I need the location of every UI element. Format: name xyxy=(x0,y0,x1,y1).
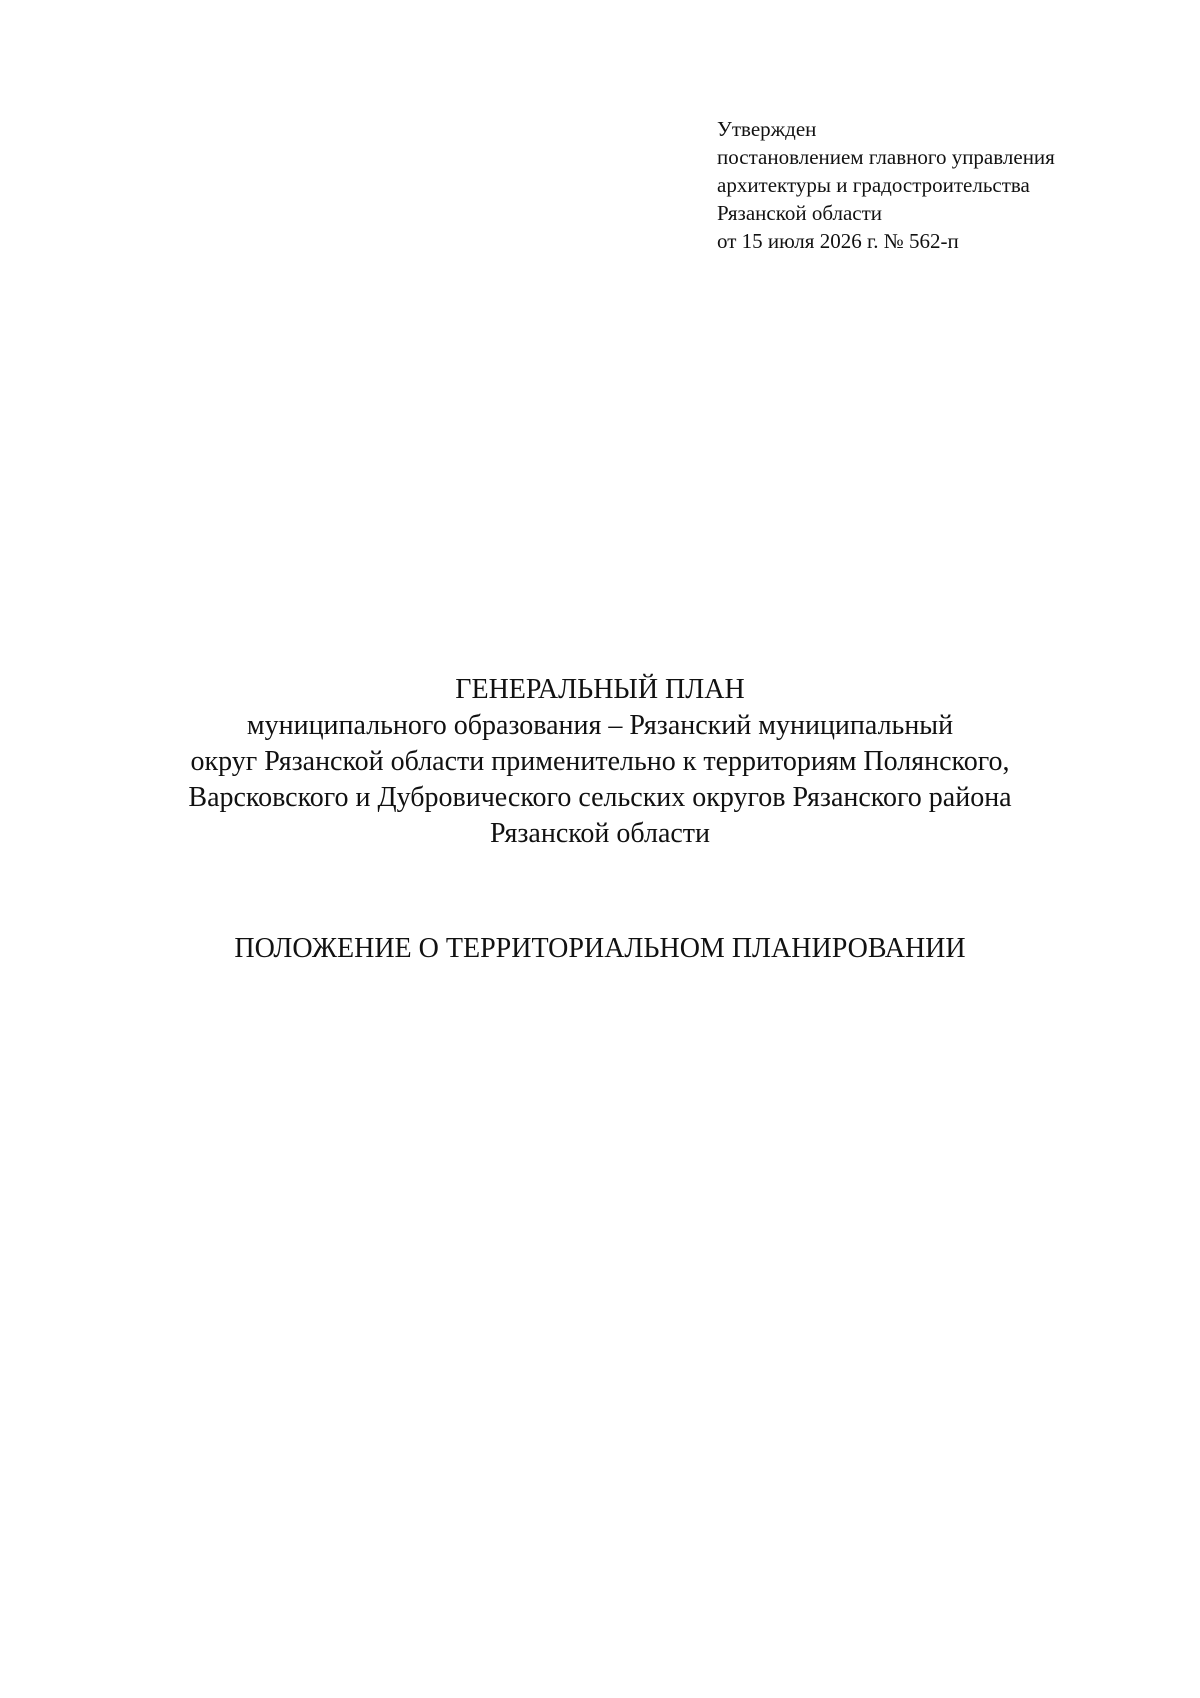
approval-line-approved: Утвержден xyxy=(717,117,817,141)
approval-line-resolution: постановлением главного управления xyxy=(717,145,1055,169)
document-title-line: муниципального образования – Рязанский муниципальный xyxy=(246,710,954,741)
approval-line-department: архитектуры и градостроительства xyxy=(717,173,1030,197)
document-title-line: Рязанской области xyxy=(489,818,711,849)
document-title xyxy=(0,672,1200,852)
document-title-line: Варсковского и Дубровического сельских округов Рязанского района xyxy=(188,782,1012,813)
section-heading: ПОЛОЖЕНИЕ О ТЕРРИТОРИАЛЬНОМ ПЛАНИРОВАНИИ xyxy=(234,933,966,964)
document-title-line: округ Рязанской области применительно к территориям Полянского, xyxy=(190,746,1010,777)
document-title-main: ГЕНЕРАЛЬНЫЙ ПЛАН xyxy=(455,674,745,705)
approval-line-date-number: от 15 июля 2026 г. № 562-п xyxy=(717,229,959,253)
approval-stamp xyxy=(717,115,1177,255)
approval-line-region: Рязанской области xyxy=(717,201,883,225)
